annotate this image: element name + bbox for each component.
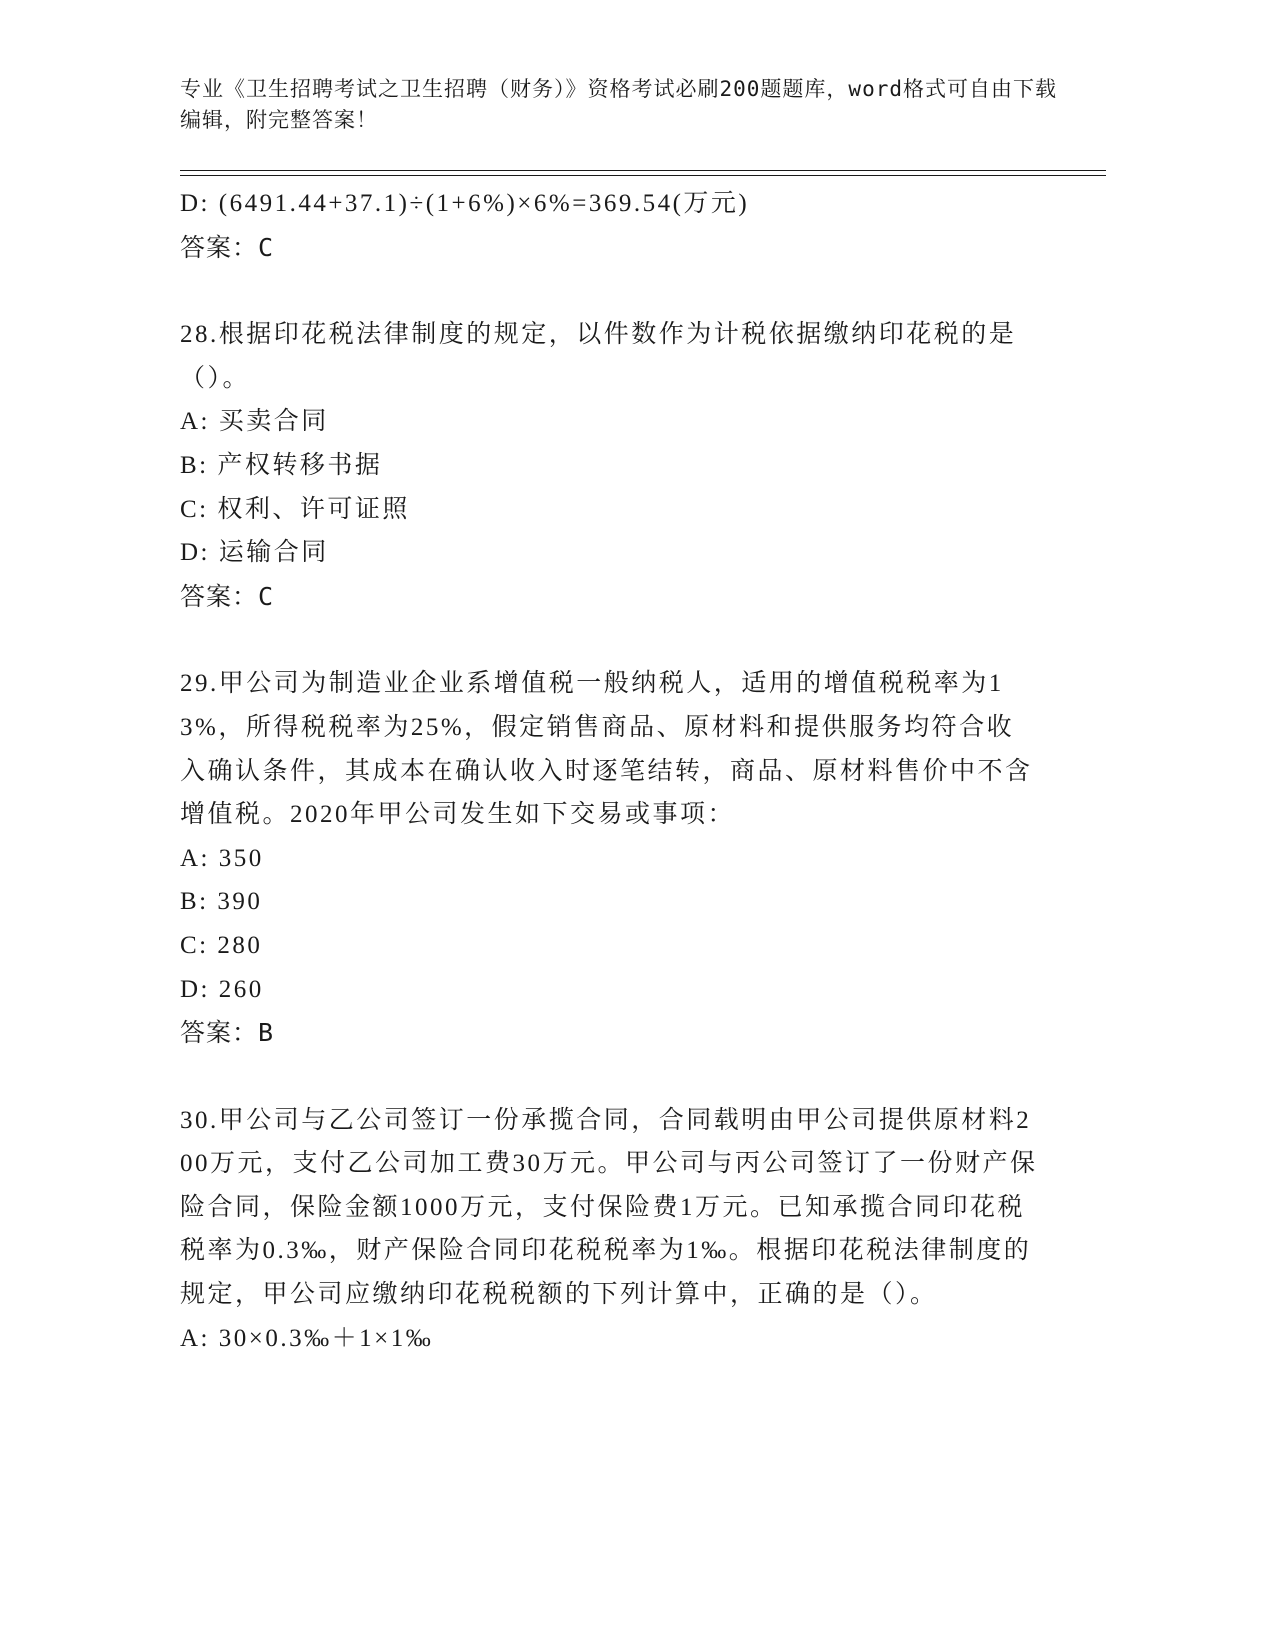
header-divider bbox=[180, 175, 1106, 176]
answer-line: 答案：C bbox=[180, 581, 275, 611]
answer-line: 答案：B bbox=[180, 1018, 275, 1048]
option-a: A: 买卖合同 bbox=[180, 408, 329, 436]
option-b: B: 390 bbox=[180, 888, 263, 916]
question-content bbox=[180, 182, 1040, 1360]
option-a: A: 30×0.3‰＋1×1‰ bbox=[180, 1324, 434, 1352]
spacer bbox=[180, 269, 1040, 313]
answer-line: 答案：C bbox=[180, 232, 275, 262]
question-28-stem: 28.根据印花税法律制度的规定，以件数作为计税依据缴纳印花税的是（）。 bbox=[180, 321, 1017, 392]
page-header: 专业《卫生招聘考试之卫生招聘（财务）》资格考试必刷200题题库，word格式可自由下载编辑，附完整答案！ bbox=[180, 77, 1057, 132]
option-a: A: 350 bbox=[180, 844, 264, 872]
spacer bbox=[180, 618, 1040, 662]
spacer bbox=[180, 1055, 1040, 1099]
option-c: C: 280 bbox=[180, 931, 263, 959]
option-b: B: 产权转移书据 bbox=[180, 451, 383, 479]
option-c: C: 权利、许可证照 bbox=[180, 495, 410, 523]
option-d: D: 260 bbox=[180, 975, 264, 1003]
option-d: D: (6491.44+37.1)÷(1+6%)×6%=369.54(万元) bbox=[180, 190, 750, 217]
question-30-stem: 30.甲公司与乙公司签订一份承揽合同，合同载明由甲公司提供原材料200万元，支付乙公司加工费30万元。甲公司与丙公司签订了一份财产保险合同，保险金额1000万元，支付保险费1万元。已知承揽合同印花税税率为0.3‰，财产保险合同印花税税率为1‰。根据印花税法律制度的规定，甲公司应缴纳印花税税额的下列计算中，正确的是（）。 bbox=[180, 1106, 1038, 1309]
question-29-stem: 29.甲公司为制造业企业系增值税一般纳税人，适用的增值税税率为13%，所得税税率为25%，假定销售商品、原材料和提供服务均符合收入确认条件，其成本在确认收入时逐笔结转，商品、原材料售价中不含增值税。2020年甲公司发生如下交易或事项： bbox=[180, 670, 1033, 829]
header-divider bbox=[180, 170, 1106, 171]
option-d: D: 运输合同 bbox=[180, 539, 329, 567]
